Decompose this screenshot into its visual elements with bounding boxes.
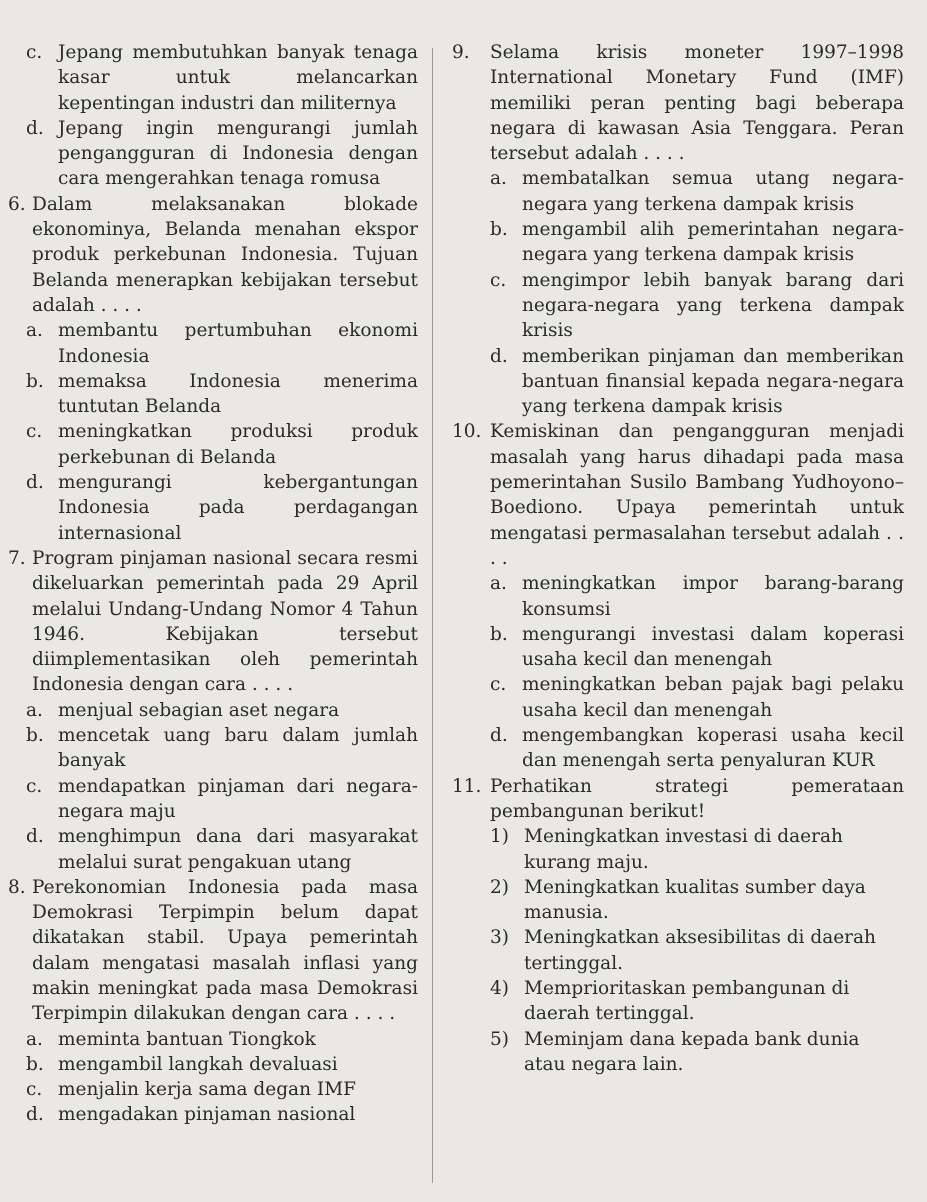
- question-number: 9.: [452, 42, 470, 63]
- option-5d: d. Jepang ingin mengurangi jumlah pengangguran di Indonesia dengan cara mengerahkan tenaga romusa: [26, 117, 418, 190]
- option-8c: c. menjalin kerja sama degan IMF: [26, 1079, 356, 1101]
- option-6c: c. meningkatkan produksi produk perkebunan di Belanda: [26, 421, 418, 468]
- option-6a: a. membantu pertumbuhan ekonomi Indonesia: [26, 320, 418, 367]
- question-stem: Dalam melaksanakan blokade ekonominya, Belanda menahan ekspor produk perkebunan Indonesia. Tujuan Belanda menerapkan kebijakan tersebut adalah . . . .: [32, 193, 418, 316]
- option-10a: a. meningkatkan impor barang-barang konsumsi: [490, 573, 904, 620]
- question-stem: Perhatikan strategi pemerataan pembangunan berikut!: [490, 775, 904, 822]
- option-9d: d. memberikan pinjaman dan memberikan bantuan finansial kepada negara-negara yang terkena dampak krisis: [490, 345, 904, 418]
- question-9: [452, 40, 904, 419]
- question-number: 8.: [8, 876, 26, 898]
- question-10: [452, 419, 904, 773]
- option-10b: b. mengurangi investasi dalam koperasi usaha kecil dan menengah: [490, 623, 904, 671]
- left-column: [8, 40, 418, 1128]
- question-6: [8, 192, 418, 546]
- question-8: [8, 875, 418, 1128]
- question-stem: Kemiskinan dan pengangguran menjadi masalah yang harus dihadapi pada masa pemerintahan Susilo Bambang Yudhoyono–Boediono. Upaya pemerintah untuk mengatasi permasalahan tersebut adalah . . . .: [490, 421, 904, 569]
- option-9a: a. membatalkan semua utang negara-negara yang terkena dampak krisis: [490, 168, 904, 215]
- question-5-continued-options: [8, 40, 418, 192]
- option-9c: c. mengimpor lebih banyak barang dari negara-negara yang terkena dampak krisis: [490, 269, 904, 342]
- question-number: 11.: [452, 775, 482, 797]
- column-divider: [432, 48, 433, 1183]
- right-column: [452, 40, 904, 1077]
- option-7d: d. menghimpun dana dari masyarakat melalui surat pengakuan utang: [26, 826, 418, 873]
- question-stem: Perekonomian Indonesia pada masa Demokrasi Terpimpin belum dapat dikatakan stabil. Upaya pemerintah dalam mengatasi masalah inflasi yang makin meningkat pada masa Demokrasi Terpimpin dilakukan dengan cara . . . .: [32, 876, 418, 1025]
- question-stem: Selama krisis moneter 1997–1998 International Monetary Fund (IMF) memiliki peran penting bagi beberapa negara di kawasan Asia Tenggara. Peran tersebut adalah . . . .: [490, 42, 904, 165]
- option-8b: b. mengambil langkah devaluasi: [26, 1053, 338, 1075]
- question-stem: Program pinjaman nasional secara resmi dikeluarkan pemerintah pada 29 April melalui Undang-Undang Nomor 4 Tahun 1946. Kebijakan tersebut diimplementasikan oleh pemerintah Indonesia dengan cara . . . .: [32, 547, 418, 696]
- strategy-item: 4) Memprioritaskan pembangunan di daerah tertinggal.: [490, 977, 850, 1025]
- option-8a: a. meminta bantuan Tiongkok: [26, 1028, 316, 1050]
- option-10c: c. meningkatkan beban pajak bagi pelaku usaha kecil dan menengah: [490, 674, 904, 721]
- question-number: 10.: [452, 421, 482, 443]
- question-7: [8, 546, 418, 875]
- option-6b: b. memaksa Indonesia menerima tuntutan Belanda: [26, 370, 418, 418]
- option-7b: b. mencetak uang baru dalam jumlah banyak: [26, 725, 418, 772]
- option-6d: d. mengurangi kebergantungan Indonesia pada perdagangan internasional: [26, 472, 418, 544]
- question-number: 7.: [8, 547, 26, 569]
- strategy-item: 2) Meningkatkan kualitas sumber daya manusia.: [490, 876, 866, 924]
- option-7a: a. menjual sebagian aset negara: [26, 699, 340, 721]
- question-11: [452, 774, 904, 1078]
- strategy-item: 3) Meningkatkan aksesibilitas di daerah tertinggal.: [490, 927, 876, 974]
- strategy-item: 1) Meningkatkan investasi di daerah kurang maju.: [490, 826, 843, 873]
- option-9b: b. mengambil alih pemerintahan negara-negara yang terkena dampak krisis: [490, 219, 904, 266]
- strategy-item: 5) Meminjam dana kepada bank dunia atau negara lain.: [490, 1028, 860, 1075]
- option-8d: d. mengadakan pinjaman nasional: [26, 1104, 356, 1126]
- option-10d: d. mengembangkan koperasi usaha kecil dan menengah serta penyaluran KUR: [490, 725, 904, 772]
- option-7c: c. mendapatkan pinjaman dari negara-negara maju: [26, 775, 418, 822]
- option-5c: c. Jepang membutuhkan banyak tenaga kasar untuk melancarkan kepentingan industri dan militernya: [26, 42, 418, 114]
- question-number: 6.: [8, 193, 26, 215]
